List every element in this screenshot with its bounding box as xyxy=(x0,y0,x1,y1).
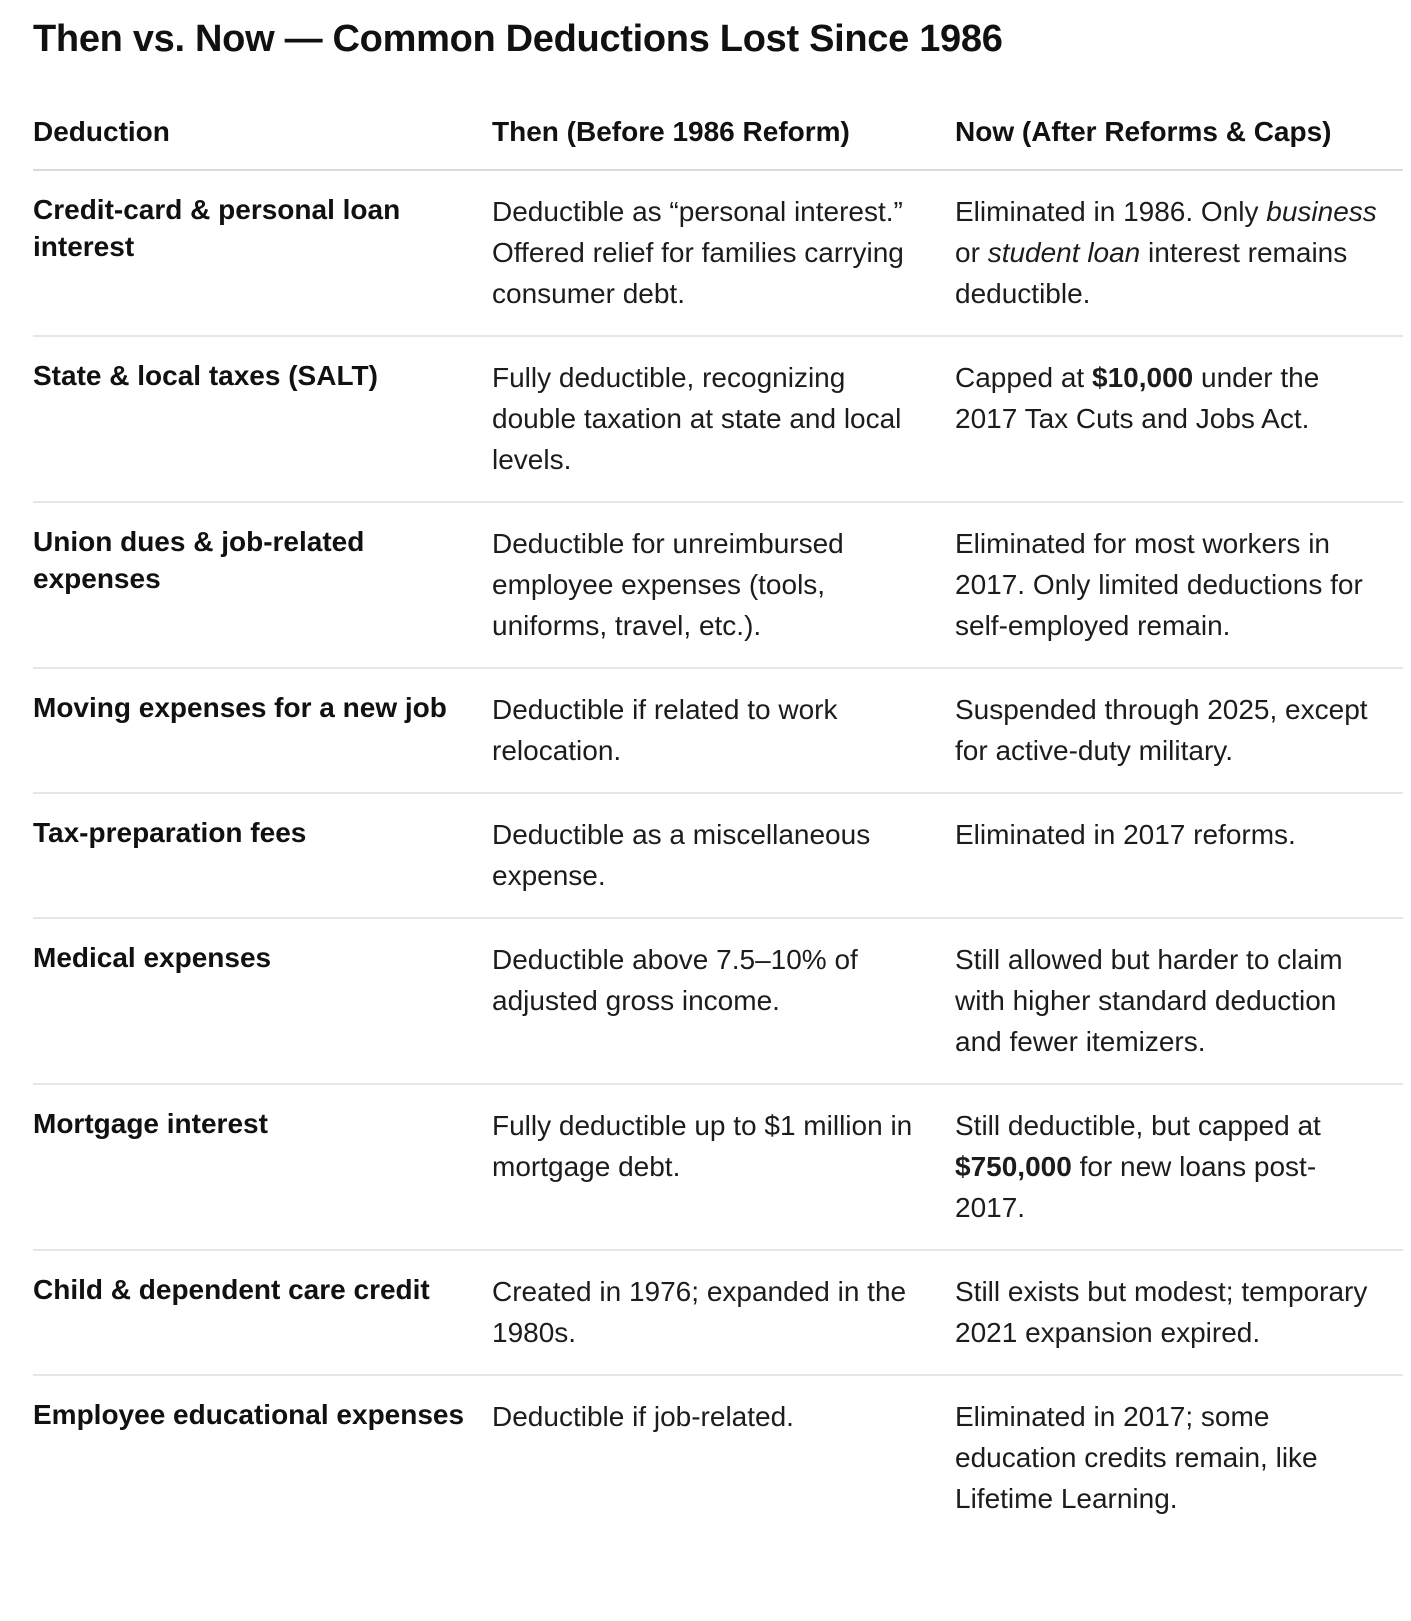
now-cell xyxy=(955,336,1403,502)
then-cell: Deductible for unreimbursed employee expenses (tools, uniforms, travel, etc.). xyxy=(492,502,955,668)
then-cell: Deductible as “personal interest.” Offered relief for families carrying consumer debt. xyxy=(492,170,955,336)
now-strong: $750,000 xyxy=(955,1151,1072,1182)
now-text: Capped at xyxy=(955,362,1092,393)
now-text: under the 2017 Tax Cuts and Jobs Act. xyxy=(955,362,1320,434)
table-header-row xyxy=(33,96,1403,170)
table-row xyxy=(33,793,1403,918)
now-cell: Still exists but modest; temporary 2021 expansion expired. xyxy=(955,1250,1403,1375)
then-cell: Deductible above 7.5–10% of adjusted gross income. xyxy=(492,918,955,1084)
header-now: Now (After Reforms & Caps) xyxy=(955,96,1403,170)
now-cell: Eliminated in 2017; some education credits remain, like Lifetime Learning. xyxy=(955,1401,1318,1514)
deduction-cell: Child & dependent care credit xyxy=(33,1250,492,1375)
deduction-cell: Moving expenses for a new job xyxy=(33,668,492,793)
now-cell: Eliminated for most workers in 2017. Only limited deductions for self-employed remain. xyxy=(955,502,1403,668)
now-cell: Suspended through 2025, except for active-duty military. xyxy=(955,668,1403,793)
page-title: Then vs. Now — Common Deductions Lost Since 1986 xyxy=(33,18,1003,60)
table-row xyxy=(33,170,1403,336)
now-text: for new loans post-2017. xyxy=(955,1151,1317,1223)
now-emphasis: business xyxy=(1266,196,1377,227)
now-text: or xyxy=(955,237,988,268)
now-text: interest remains deductible. xyxy=(955,237,1348,309)
table-row xyxy=(33,1250,1403,1375)
header-then: Then (Before 1986 Reform) xyxy=(492,96,955,170)
table-row xyxy=(33,336,1403,502)
now-emphasis: student loan xyxy=(987,237,1141,268)
now-cell: Eliminated in 2017 reforms. xyxy=(955,793,1403,918)
deduction-cell: State & local taxes (SALT) xyxy=(33,336,492,502)
then-cell: Fully deductible up to $1 million in mortgage debt. xyxy=(492,1084,955,1250)
then-cell: Deductible if job-related. xyxy=(492,1401,794,1432)
then-cell: Deductible as a miscellaneous expense. xyxy=(492,793,955,918)
deduction-cell: Medical expenses xyxy=(33,918,492,1084)
header-deduction: Deduction xyxy=(33,96,492,170)
deduction-cell: Employee educational expenses xyxy=(33,1399,465,1430)
now-cell xyxy=(955,1084,1403,1250)
then-cell: Deductible if related to work relocation. xyxy=(492,668,955,793)
now-text: Eliminated in 1986. Only xyxy=(955,196,1267,227)
deductions-table xyxy=(33,96,1403,1540)
table-row xyxy=(33,502,1403,668)
table-row xyxy=(33,1375,1403,1540)
now-cell xyxy=(955,170,1403,336)
now-cell: Still allowed but harder to claim with higher standard deduction and fewer itemizers. xyxy=(955,918,1403,1084)
table-row xyxy=(33,668,1403,793)
now-strong: $10,000 xyxy=(1092,362,1194,393)
table-row xyxy=(33,1084,1403,1250)
deduction-cell: Tax-preparation fees xyxy=(33,793,492,918)
deduction-cell: Credit-card & personal loan interest xyxy=(33,170,492,336)
then-cell: Fully deductible, recognizing double taxation at state and local levels. xyxy=(492,336,955,502)
deduction-cell: Union dues & job-related expenses xyxy=(33,502,492,668)
now-text: Still deductible, but capped at xyxy=(955,1110,1321,1141)
then-cell: Created in 1976; expanded in the 1980s. xyxy=(492,1250,955,1375)
deduction-cell: Mortgage interest xyxy=(33,1084,492,1250)
table-row xyxy=(33,918,1403,1084)
